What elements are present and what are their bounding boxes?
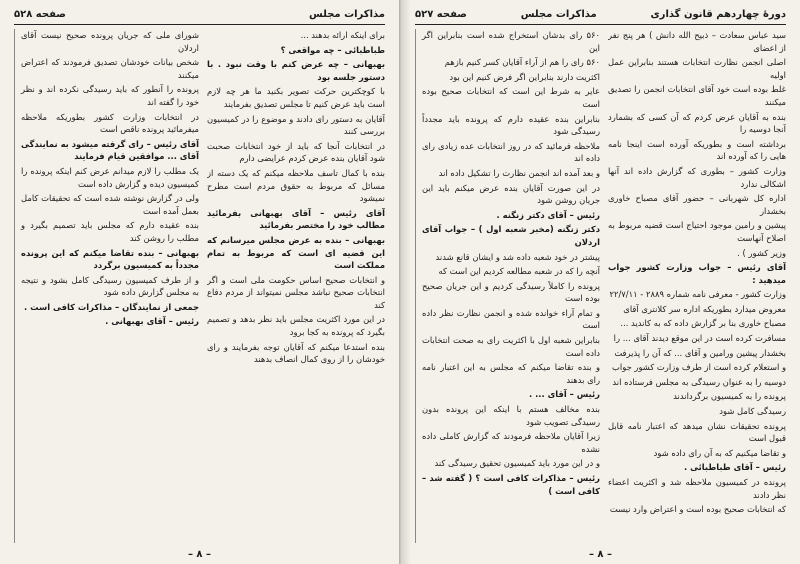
right-col-a-paragraph: دوسیه را به عنوان رسیدگی به مجلس فرستاده اند (612, 376, 786, 387)
left-col-a-paragraph: بهبهانی – بنده به عرض مجلس میرسانم که این قضیه ای است که مربوط به تمام مملکت است (207, 234, 385, 271)
right-col-b-paragraph: و تمام آراء خوانده شده و انجمن نظارت نظر داده است (422, 307, 600, 331)
right-col-b-paragraph: در این صورت آقایان بنده عرض میکنم باید این جریان روشن شود (422, 182, 600, 206)
right-col-a-paragraph: پیشین و رامین موجود احتیاج است قضیه مربوط به اصلاح آنهاست (608, 220, 786, 243)
left-col-b-paragraph: و از طرف کمیسیون رسیدگی کامل بشود و نتیجه به مجلس گزارش داده شود (21, 274, 199, 298)
left-header (14, 6, 385, 25)
right-col-b-paragraph: بنده مخالف هستم با اینکه این پرونده بدون رسیدگی تصویب شود (422, 404, 600, 427)
left-col-b-paragraph: در انتخابات وزارت کشور بطوریکه ملاحظه میفرمائید پرونده ناقص است (21, 111, 199, 135)
right-col-b-paragraph: ۵۶۰ رای بدشان استخراج شده است بنابراین اگر این (422, 30, 600, 53)
right-col-a-paragraph: و استعلام کرده است از طرف وزارت کشور جواب (612, 362, 786, 373)
right-col-a-paragraph: برداشته است و بطوریکه آورده است اینجا نامه هایی را که آورده اند (608, 138, 786, 162)
left-col-a (207, 29, 385, 543)
right-col-a-paragraph: پرونده تحقیقات نشان میدهد که اعتبار نامه قابل قبول است (608, 420, 786, 444)
left-col-b-paragraph: رئیس – آقای بهبهانی . (105, 316, 199, 327)
right-col-a-paragraph: که انتخابات صحیح بوده است و اعتراض وارد نیست (609, 504, 786, 515)
left-col-b-paragraph: شورای ملی که جریان پرونده صحیح نیست آقای اردلان (21, 30, 199, 53)
right-col-a-paragraph: و تقاضا میکنیم که به آن رای داده شود (653, 447, 786, 458)
right-col-a-paragraph: رسیدگی کامل شود (719, 406, 786, 417)
left-col-b-paragraph: ولی در گزارش نوشته شده است که تحقیقات کامل بعمل آمده است (21, 193, 199, 216)
gutter-shadow (401, 0, 411, 564)
right-col-a-paragraph: وزارت کشور – بطوری که گزارش داده اند آنها اشکالی ندارد (608, 165, 786, 189)
left-col-b-paragraph: جمعی از نمایندگان – مذاکرات کافی است . (24, 301, 199, 312)
right-col-b-paragraph: دکتر زنگنه (مخبر شعبه اول ) – جواب آقای اردلان (422, 224, 600, 247)
right-col-a-paragraph: پرونده در کمیسیون ملاحظه شد و اکثریت اعضاء نظر دادند (608, 477, 786, 500)
right-page (400, 0, 800, 564)
right-header-title: مذاکرات مجلس (520, 8, 597, 20)
right-col-a-paragraph: آقای رئیس – جواب وزارت کشور جواب میدهید : (608, 262, 786, 285)
right-col-b-paragraph: پرونده را کاملاً رسیدگی کردیم و این جریان صحیح بوده است (422, 280, 600, 304)
right-col-a-paragraph: رئیس – آقای طباطبائی . (684, 462, 786, 473)
right-col-b-paragraph: عایر به شرط این است که انتخابات صحیح بوده است (422, 86, 600, 109)
left-col-a-paragraph: آقای رئیس – آقای بهبهانی بفرمائید مطالب خود را مختصر بفرمائید (207, 207, 385, 231)
right-col-b-paragraph: ۵۶۰ رای را هم از آراء آقایان کسر کنیم بازهم (444, 57, 600, 68)
right-col-b-paragraph: و در این مورد باید کمیسیون تحقیق رسیدگی کند (434, 458, 600, 469)
right-col-b-paragraph: رئیس – آقای ... . (529, 389, 600, 400)
right-page-number: – ۸ – (588, 549, 613, 560)
right-col-a-paragraph: غلط بوده است خود آقای انتخابات انجمن را تصدیق میکنند (608, 84, 786, 107)
left-header-page: صفحه ۵۲۸ (14, 8, 66, 20)
left-page-number: – ۸ – (187, 549, 212, 560)
left-header-title: مذاکرات مجلس (308, 8, 385, 20)
right-col-b-paragraph: اکثریت دارند بنابراین اگر فرض کنیم این بود (449, 71, 600, 82)
left-col-b-paragraph: بهبهانی – بنده تقاضا میکنم که این پرونده مجدداً به کمیسیون برگردد (21, 247, 199, 271)
right-col-a-paragraph: پرونده را به کمیسیون برگرداندند (673, 391, 786, 402)
left-columns (14, 29, 385, 543)
right-col-a-paragraph: مصباح خاوری بنا بر گزارش داده که به کاندید ... (620, 318, 786, 329)
right-col-a (608, 29, 786, 543)
right-col-a-paragraph: وزارت کشور - معرفی نامه شماره ۲۸۸۹ - ۲۲/۷/۱۱ (609, 289, 786, 300)
right-header-page: صفحه ۵۲۷ (415, 8, 467, 20)
left-col-b-paragraph: شخص بیانات خودشان تصدیق فرمودند که اعتراض میکنند (21, 57, 199, 80)
left-col-a-paragraph: بنده استدعا میکنم که آقایان توجه بفرمایند و رای خودشان را از روی کمال انصاف بدهند (207, 341, 385, 365)
right-col-b-paragraph: و بنده تقاضا میکنم که مجلس به این اعتبار نامه رای بدهند (422, 362, 600, 385)
right-col-a-paragraph: وزیر کشور ) . (737, 247, 786, 258)
left-col-a-paragraph: و انتخابات صحیح اساس حکومت ملی است و اگر انتخابات صحیح نباشد مجلس نمیتواند از مردم دفاع کند (207, 274, 385, 310)
left-col-b-paragraph: یک مطلب را لازم میدانم عرض کنم اینکه پرونده را کمیسیون دیده و گزارش داده است (21, 165, 199, 189)
left-col-b (14, 29, 199, 543)
left-col-a-paragraph: بنده با کمال تاسف ملاحظه میکنم که یک دسته از مسائل که مربوط به حقوق مردم است مطرح نمیشود (207, 167, 385, 204)
right-col-a-paragraph: سید عباس سعادت – ذبیح الله دانش ) هر پنج نفر از اعضای (608, 30, 786, 53)
right-col-b-paragraph: زیرا آقایان ملاحظه فرمودند که گزارش کاملی داده نشده (422, 431, 600, 454)
right-columns (415, 29, 786, 543)
right-col-b (415, 29, 600, 543)
right-header (415, 6, 786, 25)
left-col-a-paragraph: در این مورد اکثریت مجلس باید نظر بدهد و تصمیم بگیرد که پرونده به کجا برود (207, 314, 385, 338)
left-col-a-paragraph: در انتخابات آنجا که باید از خود انتخابات صحبت شود آقایان بنده عرض کردم عرایضی دارم (207, 140, 385, 164)
left-col-b-paragraph: پرونده را آنطور که باید رسیدگی نکرده اند و نظر خود را گفته اند (21, 84, 199, 107)
right-col-b-paragraph: و بعد آمده اند انجمن نظارت را تشکیل داده اند (438, 167, 600, 178)
right-col-a-paragraph: معروض میدارد بطوریکه اداره سر کلانتری آقای (623, 303, 786, 314)
left-col-a-paragraph: طباطبائی – چه مواقعی ؟ (280, 44, 385, 55)
left-col-a-paragraph: بهبهانی – چه عرض کنم با وقت نبود . با دستور جلسه بود (207, 59, 385, 82)
left-col-b-paragraph: بنده عقیده دارم که مجلس باید تصمیم بگیرد و مطلب را روشن کند (21, 220, 199, 243)
right-col-a-paragraph: مسافرت کرده است در این موقع دیدند آقای ... را (613, 333, 786, 344)
right-col-b-paragraph: بنابراین بنده عقیده دارم که پرونده باید مجدداً رسیدگی شود (422, 113, 600, 137)
right-col-b-paragraph: پیشتر در خود شعبه داده شد و ایشان قانع شدند (435, 251, 600, 262)
right-col-b-paragraph: رئیس – آقای دکتر زنگنه . (496, 209, 600, 220)
right-col-b-paragraph: رئیس – مذاکرات کافی است ؟ ( گفته شد – کافی است ) (422, 473, 600, 496)
left-col-b-paragraph: آقای رئیس – رای گرفته میشود به نمایندگی آقای ... موافقین قیام فرمایند (21, 138, 199, 162)
right-col-b-paragraph: ملاحظه فرمائید که در روز انتخابات عده زیادی رای داده اند (422, 140, 600, 164)
right-col-a-paragraph: بخشدار پیشین ورامین و آقای ... که آن را پذیرفت (614, 347, 786, 358)
right-col-a-paragraph: اداره کل شهربانی – حضور آقای مصباح خاوری بخشدار (608, 193, 786, 216)
right-col-b-paragraph: آنچه را که در شعبه مطالعه کردیم این است که (438, 266, 600, 277)
right-col-b-paragraph: بنابراین شعبه اول با اکثریت رای به صحت انتخابات داده است (422, 335, 600, 358)
right-col-a-paragraph: اصلی انجمن نظارت انتخابات هستند بنابراین عمل اولیه (608, 57, 786, 80)
right-col-a-paragraph: بنده به آقایان عرض کردم که آن کسی که بشمارد آنجا دوسیه را (608, 111, 786, 135)
left-col-a-paragraph: آقایان به دستور رای دادند و موضوع را در کمیسیون بررسی کنند (207, 113, 385, 137)
left-col-a-paragraph: با کوچکترین حرکت تصویر بکنید ما هر چه لازم است باید عرض کنیم تا مجلس تصدیق بفرمایند (207, 86, 385, 109)
right-header-session: دورهٔ چهاردهم قانون گذاری (650, 8, 786, 20)
left-col-a-paragraph: برای اینکه ارائه بدهند ... (300, 30, 385, 40)
